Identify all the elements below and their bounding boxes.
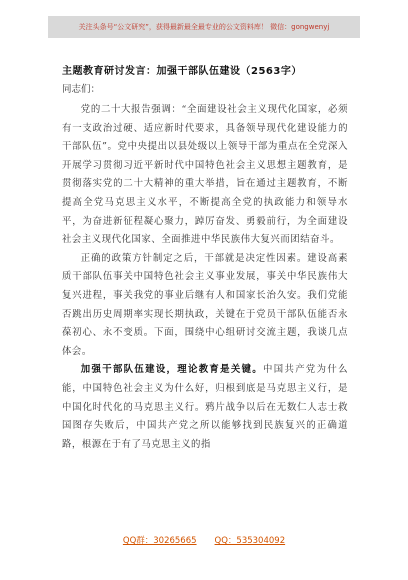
paragraph-3-text: 中国共产党为什么能，中国特色社会主义为什么好，归根到底是马克思主义行，是中国化时代化的马克思主义行。鸦片战争以后在无数仁人志士救国图存失败后，中国共产党之所以能够找到民族复兴的正确道路，根源在于有了马克思主义的指: [62, 364, 348, 450]
header-banner-text: 关注头条号“公文研究”，获得最新最全最专业的公文资料库！ 微信：gongwenyj: [78, 23, 330, 31]
salutation: 同志们：: [62, 84, 101, 95]
paragraph-3-lead: 加强干部队伍建设，理论教育是关键。: [80, 364, 264, 376]
document-title: 主题教育研讨发言：加强干部队伍建设（2563字）: [62, 66, 302, 77]
footer-qq: QQ：535304092: [214, 536, 286, 546]
paragraph-3: [62, 361, 348, 454]
paragraph-1: 党的二十大报告强调：“全面建设社会主义现代化国家，必须有一支政治过硬、适应新时代要求，具备领导现代化建设能力的干部队伍”。党中央提出以县处级以上领导干部为重点在全党深入开展学习贯彻习近平新时代中国特色社会主义思想主题教育，是贯彻落实党的二十大精神的重大举措，旨在通过主题教育，不断提高全党马克思主义水平，不断提高全党的执政能力和领导水平，为奋进新征程凝心聚力，踔厉奋发、勇毅前行，为全面建设社会主义现代化国家、全面推进中华民族伟大复兴而团结奋斗。: [62, 104, 348, 246]
footer: [0, 534, 408, 546]
document-body: [62, 101, 348, 454]
footer-qq-group: QQ群：30265665: [122, 536, 197, 546]
header-banner: [48, 16, 360, 38]
paragraph-2: 正确的政策方针制定之后，干部就是决定性因素。建设高素质干部队伍事关中国特色社会主义事业发展，事关中华民族伟大复兴进程，事关我党的事业后继有人和国家长治久安。我们党能否跳出历史周期率实现长期执政，关键在于党员干部队伍能否永葆初心、永不变质。下面，围绕中心组研讨交流主题，我谈几点体会。: [62, 252, 348, 357]
